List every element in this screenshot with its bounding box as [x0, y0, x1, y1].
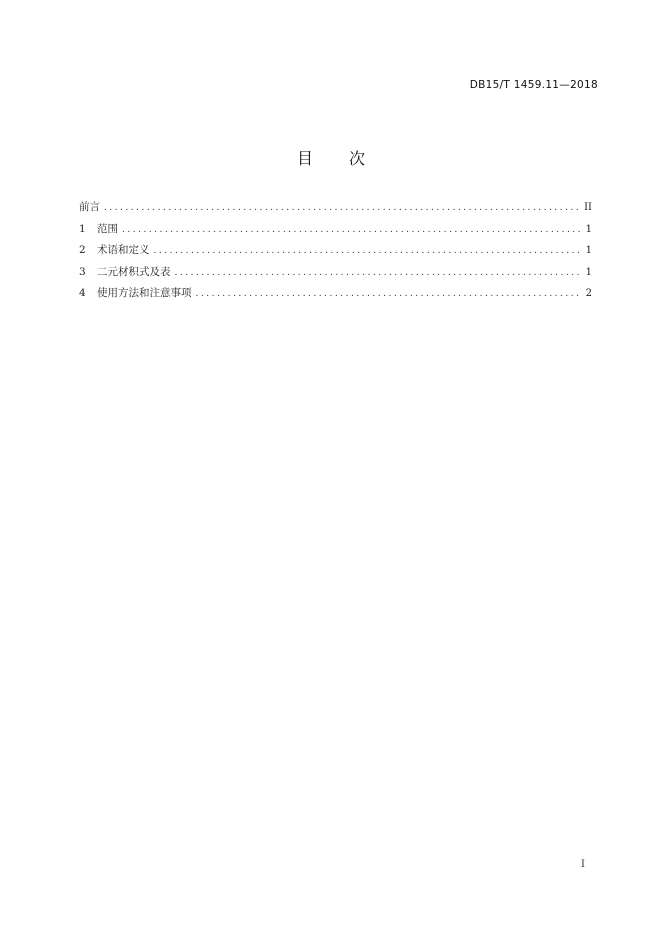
toc-entry-number: 2 [79, 244, 86, 257]
toc-entry-text: 术语和定义 [97, 244, 150, 257]
page-number: I [581, 859, 585, 870]
toc-entry-usage[interactable] [79, 285, 592, 307]
toc-leader-dots [104, 200, 580, 216]
page-title [0, 146, 662, 169]
toc-entry-foreword[interactable] [79, 199, 592, 221]
toc-entry-volume-formula[interactable] [79, 264, 592, 286]
toc-leader-dots [154, 243, 581, 259]
toc-entry-number: 4 [79, 287, 86, 300]
toc-entry-text: 前言 [79, 201, 100, 213]
document-code: DB15/T 1459.11—2018 [469, 79, 598, 91]
toc-leader-dots [175, 265, 581, 281]
table-of-contents [79, 199, 592, 307]
toc-entry-number: 3 [79, 265, 86, 278]
toc-entry-page: 1 [585, 245, 592, 257]
toc-entry-text: 使用方法和注意事项 [97, 287, 192, 300]
title-char-2: 次 [349, 149, 366, 168]
toc-entry-text: 范围 [97, 222, 118, 235]
toc-entry-page: 1 [585, 266, 592, 278]
toc-entry-terms[interactable] [79, 242, 592, 264]
toc-entry-scope[interactable] [79, 221, 592, 243]
toc-entry-page: 1 [585, 223, 592, 235]
toc-leader-dots [196, 286, 581, 302]
toc-entry-page: II [584, 202, 592, 213]
toc-entry-page: 2 [585, 288, 592, 300]
toc-entry-text: 二元材积式及表 [97, 265, 171, 278]
title-char-1: 目 [296, 149, 313, 168]
toc-entry-number: 1 [79, 222, 86, 235]
toc-leader-dots [122, 222, 580, 238]
